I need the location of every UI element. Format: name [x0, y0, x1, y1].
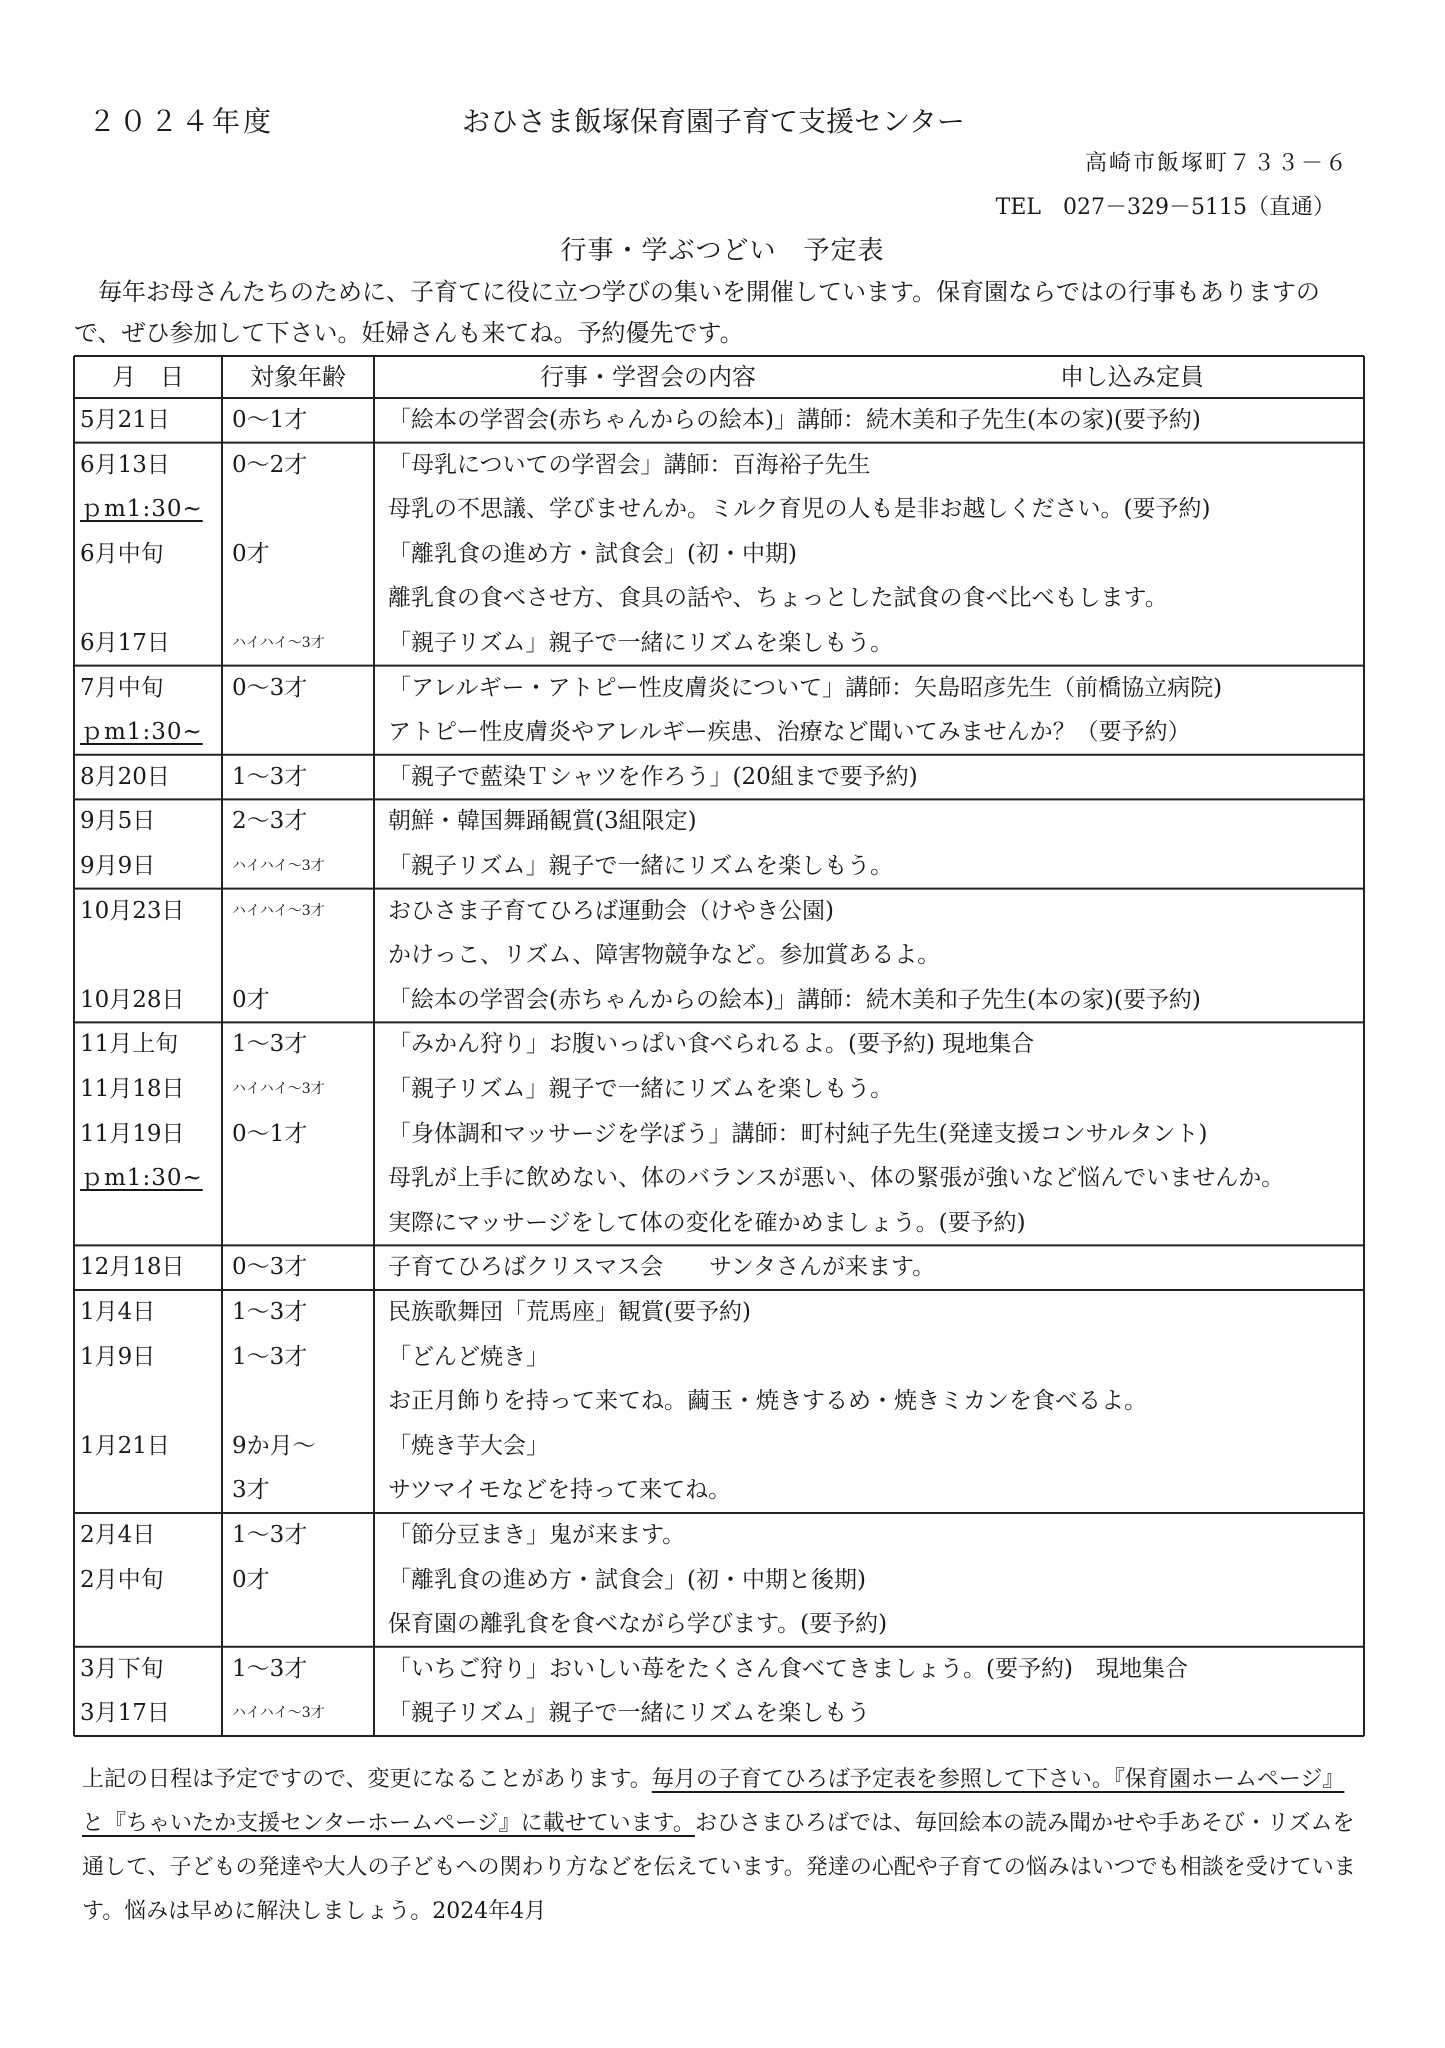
row-content: 実際にマッサージをして体の変化を確かめましょう。(要予約)	[388, 1209, 1026, 1236]
row-content: 「絵本の学習会(赤ちゃんからの絵本)」講師：続木美和子先生(本の家)(要予約)	[388, 407, 1201, 433]
row-date: 11月19日	[80, 1120, 185, 1147]
row-date: 2月中旬	[80, 1566, 164, 1593]
row-date: 6月中旬	[80, 540, 164, 567]
row-age: 0才	[232, 540, 270, 567]
row-content: 「親子リズム」親子で一緒にリズムを楽しもう。	[388, 630, 894, 656]
organization-name: おひさま飯塚保育園子育て支援センター	[462, 105, 965, 138]
footer-note-2: 毎月の子育てひろば予定表を参照して下さい。『保育園ホームページ』と『ちゃいたか支援センターホームページ』に載せています。	[82, 1767, 1345, 1836]
page-title: 行事・学ぶつどい 予定表	[560, 236, 885, 266]
row-age: 1～3才	[232, 763, 308, 790]
row-date: 9月5日	[80, 808, 156, 835]
header-age: 対象年齢	[250, 363, 346, 391]
address: 高崎市飯塚町７３３－６	[1084, 151, 1349, 176]
row-age: ハイハイ～3才	[232, 1705, 325, 1722]
footer-notes	[82, 1758, 1362, 1934]
row-age: 3才	[232, 1477, 270, 1504]
row-content: サツマイモなどを持って来てね。	[388, 1477, 732, 1504]
row-age: 1～3才	[232, 1343, 308, 1370]
row-age: 0才	[232, 986, 270, 1013]
row-date: ｐm1:30~	[80, 496, 203, 523]
row-content: 離乳食の食べさせ方、食具の話や、ちょっとした試食の食べ比べもします。	[388, 585, 1168, 612]
footer-note-1: 上記の日程は予定ですので、変更になることがあります。	[82, 1767, 652, 1792]
row-date: 11月18日	[80, 1076, 185, 1102]
row-content: 「アレルギー・アトピー性皮膚炎について」講師：矢島昭彦先生（前橋協立病院)	[388, 674, 1223, 701]
row-content: 「親子リズム」親子で一緒にリズムを楽しもう。	[388, 853, 894, 879]
row-content: 「離乳食の進め方・試食会」(初・中期と後期)	[388, 1566, 866, 1593]
row-content: 「焼き芋大会」	[388, 1432, 549, 1459]
row-content: 母乳の不思議、学びませんか。ミルク育児の人も是非お越しください。(要予約)	[388, 496, 1211, 523]
footer-note-3: おひさまひろばでは、毎回絵本の読み聞かせや手あそび・リズムを通して、子どもの発達や大人の子どもへの関わり方などを伝えています。発達の心配や子育ての悩みはいつでも相談を受けています。悩みは早めに解決しましょう。2024年4月	[82, 1811, 1356, 1924]
row-content: アトピー性皮膚炎やアレルギー疾患、治療など聞いてみませんか？（要予約）	[388, 719, 1191, 746]
telephone: TEL 027－329－5115（直通）	[995, 195, 1335, 220]
row-content: 「母乳についての学習会」講師：百海裕子先生	[388, 451, 871, 478]
row-date: 7月中旬	[80, 674, 164, 701]
row-content: 母乳が上手に飲めない、体のバランスが悪い、体の緊張が強いなど悩んでいませんか。	[388, 1165, 1285, 1192]
row-date: 1月4日	[80, 1299, 156, 1325]
row-age: ハイハイ～3才	[232, 635, 325, 651]
row-date: 6月17日	[80, 630, 170, 656]
row-content: 「親子リズム」親子で一緒にリズムを楽しもう。	[388, 1076, 894, 1102]
row-age: 0才	[232, 1566, 270, 1593]
row-date: 10月28日	[80, 986, 185, 1013]
row-age: 1～3才	[232, 1299, 308, 1325]
row-age: 1～3才	[232, 1655, 308, 1682]
fiscal-year: ２０２４年度	[88, 105, 275, 138]
row-age: 0～2才	[232, 451, 308, 478]
row-age: 1～3才	[232, 1031, 308, 1058]
row-content: 「みかん狩り」お腹いっぱい食べられるよ。(要予約) 現地集合	[388, 1031, 1035, 1058]
row-content: 「節分豆まき」鬼が来ます。	[388, 1522, 686, 1548]
row-content: お正月飾りを持って来てね。繭玉・焼きするめ・焼きミカンを食べるよ。	[388, 1388, 1147, 1415]
row-date: 12月18日	[80, 1254, 185, 1281]
row-content: 朝鮮・韓国舞踊観賞(3組限定)	[388, 808, 697, 835]
row-date: 1月21日	[80, 1432, 170, 1459]
row-age: 1～3才	[232, 1522, 308, 1548]
row-date: ｐm1:30~	[80, 1165, 203, 1192]
row-date: 11月上旬	[80, 1031, 179, 1058]
row-content: 「絵本の学習会(赤ちゃんからの絵本)」講師：続木美和子先生(本の家)(要予約)	[388, 986, 1201, 1013]
row-content: 「いちご狩り」おいしい苺をたくさん食べてきましょう。(要予約) 現地集合	[388, 1655, 1188, 1682]
row-date: 1月9日	[80, 1343, 156, 1370]
row-date: 2月4日	[80, 1522, 156, 1548]
row-age: 0～1才	[232, 1120, 308, 1147]
row-date: 6月13日	[80, 451, 170, 478]
row-date: 10月23日	[80, 897, 185, 924]
row-content: おひさま子育てひろば運動会（けやき公園)	[388, 897, 834, 924]
row-date: ｐm1:30~	[80, 719, 203, 746]
intro-text: 毎年お母さんたちのために、子育てに役に立つ学びの集いを開催しています。保育園ならではの行事もありますので、ぜひ参加して下さい。妊婦さんも来てね。予約優先です。	[74, 278, 1320, 347]
row-content: 「親子で藍染Ｔシャツを作ろう」(20組まで要予約)	[388, 763, 918, 790]
row-date: 3月下旬	[80, 1655, 164, 1682]
row-age: 0～3才	[232, 1254, 308, 1281]
row-date: 9月9日	[80, 853, 156, 879]
row-age: ハイハイ～3才	[232, 1081, 325, 1097]
row-content: 民族歌舞団「荒馬座」観賞(要予約)	[388, 1299, 751, 1325]
row-date: 5月21日	[80, 407, 170, 433]
row-age: 2～3才	[232, 808, 308, 835]
row-content: かけっこ、リズム、障害物競争など。参加賞あるよ。	[388, 942, 941, 969]
row-age: 9か月～	[232, 1432, 316, 1459]
row-age: ハイハイ～3才	[232, 902, 325, 919]
row-date: 3月17日	[80, 1700, 170, 1727]
row-content: 保育園の離乳食を食べながら学びます。(要予約)	[388, 1611, 888, 1638]
row-content: 「身体調和マッサージを学ぼう」講師：町村純子先生(発達支援コンサルタント)	[388, 1120, 1208, 1147]
header-date: 月 日	[112, 363, 184, 391]
row-content: 「親子リズム」親子で一緒にリズムを楽しもう	[388, 1700, 871, 1727]
row-age: 0～1才	[232, 407, 308, 433]
header-content: 行事・学習会の内容	[540, 363, 756, 391]
row-date: 8月20日	[80, 763, 170, 790]
row-age: 0～3才	[232, 674, 308, 701]
row-age: ハイハイ～3才	[232, 858, 325, 874]
row-content: 「離乳食の進め方・試食会」(初・中期)	[388, 540, 797, 567]
row-content: 子育てひろばクリスマス会 サンタさんが来ます。	[388, 1254, 936, 1281]
header-capacity: 申し込み定員	[1060, 363, 1204, 391]
row-content: 「どんど焼き」	[388, 1343, 549, 1370]
